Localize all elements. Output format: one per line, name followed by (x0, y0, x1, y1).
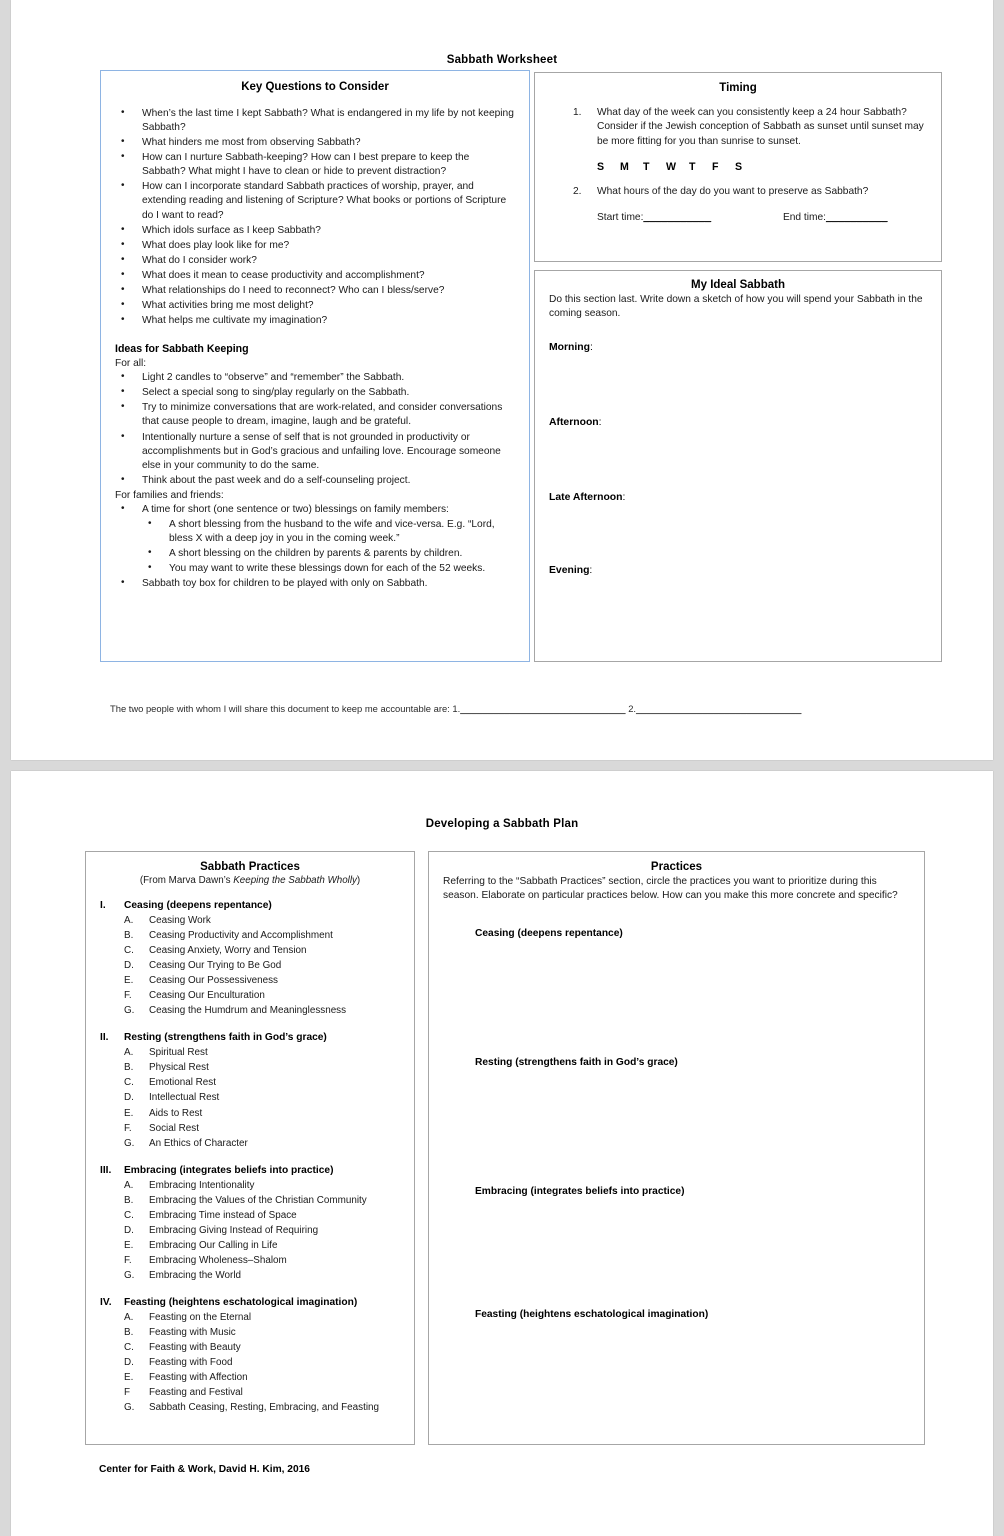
practice-sub-text: An Ethics of Character (149, 1137, 248, 1149)
practice-group (98, 1032, 402, 1150)
practice-sub-letter: A. (124, 1047, 134, 1059)
practice-sub-item[interactable] (98, 1370, 402, 1385)
practice-sub-text: Emotional Rest (149, 1077, 216, 1089)
practice-sub-letter: C. (124, 945, 134, 957)
timing-box (534, 72, 942, 262)
practice-sub-letter: D. (124, 1092, 134, 1104)
practice-sub-text: Sabbath Ceasing, Resting, Embracing, and Feasting (149, 1402, 380, 1414)
practice-sub-item[interactable] (98, 1355, 402, 1370)
families-subitem: • You may want to write these blessings down for each of the 52 weeks. (142, 562, 515, 576)
practice-sub-item[interactable] (98, 1223, 402, 1238)
practice-sub-item[interactable] (98, 1385, 402, 1400)
ideal-slot-label: Evening (549, 565, 590, 577)
families-last-list (115, 577, 515, 591)
ideas-heading: Ideas for Sabbath Keeping (115, 343, 249, 356)
practice-sub-text: Feasting with Food (149, 1357, 233, 1369)
practice-sub-letter: C. (124, 1342, 134, 1354)
practice-sub-letter: C. (124, 1077, 134, 1089)
page-title-developing-a-sabbath-plan: Developing a Sabbath Plan (425, 818, 579, 830)
key-questions-heading: Key Questions to Consider (241, 81, 389, 93)
families-subitem: • A short blessing from the husband to the wife and vice-versa. E.g. “Lord, bless X with a deep joy in you in the coming week.” (142, 518, 515, 546)
key-question-item: • Which idols surface as I keep Sabbath? (115, 224, 515, 238)
practice-sub-item[interactable] (98, 1003, 402, 1018)
key-question-item: • What helps me cultivate my imagination? (115, 314, 515, 328)
families-list (115, 503, 515, 517)
timing-question-2: What hours of the day do you want to preserve as Sabbath? (597, 186, 869, 198)
practice-sub-text: Feasting and Festival (149, 1387, 243, 1399)
ideal-slot-afternoon (549, 417, 927, 428)
key-question-item: • How can I nurture Sabbath-keeping? How can I best prepare to keep the Sabbath? What might I have to clean or hide to prevent distraction? (115, 151, 515, 179)
sabbath-practices-heading: Sabbath Practices (200, 861, 300, 873)
practice-sub-item[interactable] (98, 1268, 402, 1283)
practice-sub-text: Spiritual Rest (149, 1047, 208, 1059)
families-item: • Sabbath toy box for children to be played with only on Sabbath. (115, 577, 515, 591)
key-question-item: • How can I incorporate standard Sabbath practices of worship, prayer, and extending reading and listening of Scripture? What books or portions of Scripture do I want to read? (115, 180, 515, 222)
colon: : (589, 565, 593, 577)
day-option-5[interactable]: F (712, 161, 719, 174)
accountable-person-2-field[interactable]: ______________________________ (636, 703, 802, 714)
practice-sub-letter: F. (124, 990, 132, 1002)
practice-sub-item[interactable] (98, 1340, 402, 1355)
practice-sub-item[interactable] (98, 1106, 402, 1121)
practice-sub-letter: F (124, 1387, 131, 1399)
practice-sub-text: Ceasing Work (149, 915, 211, 926)
practices-sections (443, 928, 910, 1320)
for-all-item: • Light 2 candles to “observe” and “remember” the Sabbath. (115, 371, 515, 385)
ideal-slot-evening (549, 565, 927, 576)
key-questions-list (115, 107, 515, 328)
practice-group-heading (98, 900, 402, 911)
practice-sub-text: Feasting with Music (149, 1327, 236, 1339)
practice-sub-letter: G. (124, 1402, 135, 1414)
practice-sub-item[interactable] (98, 973, 402, 988)
practice-sub-letter: G. (124, 1005, 135, 1017)
practice-sub-item[interactable] (98, 1193, 402, 1208)
ideal-slot-label: Afternoon (549, 417, 599, 429)
practice-sub-letter: A. (124, 1311, 134, 1323)
practice-sub-letter: A. (124, 1179, 134, 1191)
page-title-sabbath-worksheet: Sabbath Worksheet (446, 54, 558, 66)
timing-heading: Timing (719, 82, 757, 94)
practice-sub-letter: E. (124, 1107, 134, 1119)
practice-sub-text: Ceasing Anxiety, Worry and Tension (149, 945, 307, 957)
practice-sub-item[interactable] (98, 1238, 402, 1253)
practice-sub-item[interactable] (98, 1400, 402, 1415)
key-question-item: • What does play look like for me? (115, 239, 515, 253)
practice-sub-letter: B. (124, 1327, 134, 1339)
practice-sub-text: Feasting with Beauty (149, 1342, 241, 1354)
day-option-2[interactable]: T (643, 161, 650, 174)
for-all-item: • Intentionally nurture a sense of self that is not grounded in productivity or accomplishments but in God’s gracious and unfailing love. Encourage someone else in your community to do the same. (115, 431, 515, 473)
practice-sub-item[interactable] (98, 1178, 402, 1193)
colon: : (622, 492, 626, 504)
practice-group-title: Ceasing (deepens repentance) (124, 900, 272, 911)
accountability-text: The two people with whom I will share this document to keep me accountable are: 1. (110, 703, 461, 714)
practice-sub-item[interactable] (98, 1060, 402, 1075)
my-ideal-sabbath-box (534, 270, 942, 662)
practice-sub-letter: E. (124, 1239, 134, 1251)
practice-group (98, 900, 402, 1018)
practice-sub-text: Embracing the Values of the Christian Community (149, 1194, 367, 1206)
source-suffix: ) (356, 875, 361, 886)
practice-sub-text: Feasting on the Eternal (149, 1311, 252, 1323)
practice-sub-text: Ceasing Our Possessiveness (149, 975, 278, 987)
practice-group-numeral: I. (100, 900, 106, 911)
practice-response-heading: Resting (strengthens faith in God’s grace) (475, 1057, 678, 1069)
practice-sub-list (98, 1045, 402, 1150)
practice-sub-text: Ceasing the Humdrum and Meaninglessness (149, 1005, 347, 1017)
practice-sub-item[interactable] (98, 1045, 402, 1060)
source-prefix: (From Marva Dawn’s (139, 875, 234, 886)
practice-sub-item[interactable] (98, 1136, 402, 1151)
ideal-sabbath-heading: My Ideal Sabbath (691, 279, 785, 291)
colon: : (589, 342, 593, 354)
timing-question-2-list (551, 185, 925, 199)
practice-group (98, 1297, 402, 1415)
practice-sub-letter: C. (124, 1209, 134, 1221)
practice-sub-text: Intellectual Rest (149, 1092, 220, 1104)
families-subitem: • A short blessing on the children by parents & parents by children. (142, 547, 515, 561)
practice-response-heading: Feasting (heightens eschatological imagination) (475, 1309, 709, 1321)
key-question-item: • What hinders me most from observing Sabbath? (115, 136, 515, 150)
practice-sub-text: Embracing Wholeness–Shalom (149, 1254, 287, 1266)
sabbath-practices-groups (98, 900, 402, 1415)
ideal-sabbath-slots (549, 342, 927, 576)
sabbath-practices-box (85, 851, 415, 1445)
practice-sub-text: Ceasing Productivity and Accomplishment (149, 930, 333, 942)
practice-sub-text: Physical Rest (149, 1062, 209, 1074)
accountability-line (110, 703, 940, 714)
practice-sub-item[interactable] (98, 928, 402, 943)
colon: : (598, 417, 602, 429)
families-item: • A time for short (one sentence or two) blessings on family members: (115, 503, 515, 517)
key-question-item: • What do I consider work? (115, 254, 515, 268)
practice-sub-letter: D. (124, 1357, 134, 1369)
for-all-list (115, 371, 515, 488)
practice-sub-letter: A. (124, 915, 134, 926)
practice-group-title: Embracing (integrates beliefs into practice) (124, 1164, 334, 1176)
for-all-item: • Select a special song to sing/play regularly on the Sabbath. (115, 386, 515, 400)
practice-group-title: Feasting (heightens eschatological imagination) (124, 1296, 358, 1308)
practice-response-heading: Ceasing (deepens repentance) (475, 928, 623, 940)
source-book-title: Keeping the Sabbath Wholly (233, 875, 357, 886)
practice-sub-letter: F. (124, 1122, 132, 1134)
end-time-label: End time: (782, 211, 826, 223)
practice-sub-letter: E. (124, 975, 134, 987)
practice-sub-list (98, 913, 402, 1018)
practice-group (98, 1165, 402, 1283)
practice-sub-item[interactable] (98, 1208, 402, 1223)
practice-sub-text: Embracing the World (149, 1269, 242, 1281)
start-time-label: Start time: (597, 211, 644, 223)
sabbath-practices-source (98, 875, 402, 886)
start-time-field[interactable]: ___________ (643, 211, 712, 223)
day-of-week-selector[interactable] (597, 161, 925, 173)
footer-credit: Center for Faith & Work, David H. Kim, 2016 (99, 1464, 310, 1475)
timing-question-1-list (551, 106, 925, 149)
practices-response-box (428, 851, 925, 1445)
ideal-sabbath-intro: Do this section last. Write down a sketch of how you will spend your Sabbath in the coming season. (549, 294, 923, 319)
practice-group-heading (98, 1297, 402, 1308)
key-question-item: • What activities bring me most delight? (115, 299, 515, 313)
day-option-6[interactable]: S (735, 161, 743, 174)
time-inputs-row (597, 212, 925, 223)
practice-sub-item[interactable] (98, 1325, 402, 1340)
ideal-slot-label: Late Afternoon (549, 492, 623, 504)
accountable-person-1-field[interactable]: ______________________________ (460, 703, 626, 714)
practice-group-title: Resting (strengthens faith in God’s grace) (124, 1032, 327, 1044)
practice-sub-list (98, 1178, 402, 1283)
practice-sub-item[interactable] (98, 1090, 402, 1105)
practice-sub-letter: B. (124, 1194, 134, 1206)
practice-sub-text: Ceasing Our Enculturation (149, 990, 265, 1002)
ideal-slot-late-afternoon (549, 492, 927, 503)
practice-sub-item[interactable] (98, 1310, 402, 1325)
practice-sub-item[interactable] (98, 1121, 402, 1136)
practice-sub-letter: G. (124, 1137, 135, 1149)
practice-sub-letter: F. (124, 1254, 132, 1266)
day-option-3[interactable]: W (666, 161, 677, 174)
practice-group-numeral: IV. (100, 1296, 112, 1308)
end-time-field[interactable]: __________ (825, 211, 888, 223)
for-all-item: • Try to minimize conversations that are work-related, and consider conversations that cause people to dream, imagine, laugh and be grateful. (115, 401, 515, 429)
practices-heading: Practices (650, 861, 703, 873)
practice-sub-letter: B. (124, 930, 134, 942)
practice-sub-list (98, 1310, 402, 1415)
key-question-item: • What does it mean to cease productivity and accomplishment? (115, 269, 515, 283)
practice-sub-text: Embracing Our Calling in Life (149, 1239, 278, 1251)
practice-sub-letter: G. (124, 1269, 135, 1281)
practice-sub-text: Embracing Time instead of Space (149, 1209, 297, 1221)
practice-sub-item[interactable] (98, 988, 402, 1003)
for-all-label: For all: (115, 358, 147, 370)
practice-sub-item[interactable] (98, 958, 402, 973)
for-all-item: • Think about the past week and do a self-counseling project. (115, 474, 515, 488)
practice-group-heading (98, 1032, 402, 1043)
practice-sub-text: Embracing Giving Instead of Requiring (149, 1224, 319, 1236)
key-question-item: • When’s the last time I kept Sabbath? What is endangered in my life by not keeping Sabbath? (115, 107, 515, 135)
practices-intro: Referring to the “Sabbath Practices” section, circle the practices you want to prioritize during this season. Elaborate on particular practices below. How can you make this more concrete and specific? (443, 876, 898, 901)
practice-response-heading: Embracing (integrates beliefs into practice) (475, 1186, 685, 1198)
ideal-slot-label: Morning (549, 342, 590, 354)
practice-group-numeral: II. (100, 1032, 109, 1044)
practice-sub-letter: D. (124, 1224, 134, 1236)
practice-sub-text: Aids to Rest (149, 1107, 203, 1119)
page-1 (11, 0, 993, 760)
practice-sub-letter: E. (124, 1372, 134, 1384)
key-questions-box (100, 70, 530, 662)
day-option-0[interactable]: S (597, 161, 605, 174)
practice-sub-item[interactable] (98, 913, 402, 928)
practice-sub-text: Embracing Intentionality (149, 1179, 255, 1191)
practice-sub-letter: B. (124, 1062, 134, 1074)
practice-group-numeral: III. (100, 1164, 112, 1176)
practice-sub-item[interactable] (98, 1075, 402, 1090)
practice-sub-item[interactable] (98, 943, 402, 958)
day-option-1[interactable]: M (620, 161, 630, 174)
practice-sub-letter: D. (124, 960, 134, 972)
practice-sub-item[interactable] (98, 1253, 402, 1268)
key-question-item: • What relationships do I need to reconnect? Who can I bless/serve? (115, 284, 515, 298)
families-sublist (142, 518, 515, 576)
practice-group-heading (98, 1165, 402, 1176)
ideal-slot-morning (549, 342, 927, 353)
day-option-4[interactable]: T (689, 161, 696, 174)
practice-sub-text: Ceasing Our Trying to Be God (149, 960, 282, 972)
practice-sub-text: Feasting with Affection (149, 1372, 248, 1384)
families-label: For families and friends: (115, 489, 224, 501)
practice-sub-text: Social Rest (149, 1122, 199, 1134)
accountability-second-label: 2. (628, 703, 637, 714)
timing-question-1: What day of the week can you consistently keep a 24 hour Sabbath? Consider if the Jewish conception of Sabbath as sunset until sunset may be more fitting for you than sunrise to sunset. (597, 107, 924, 147)
